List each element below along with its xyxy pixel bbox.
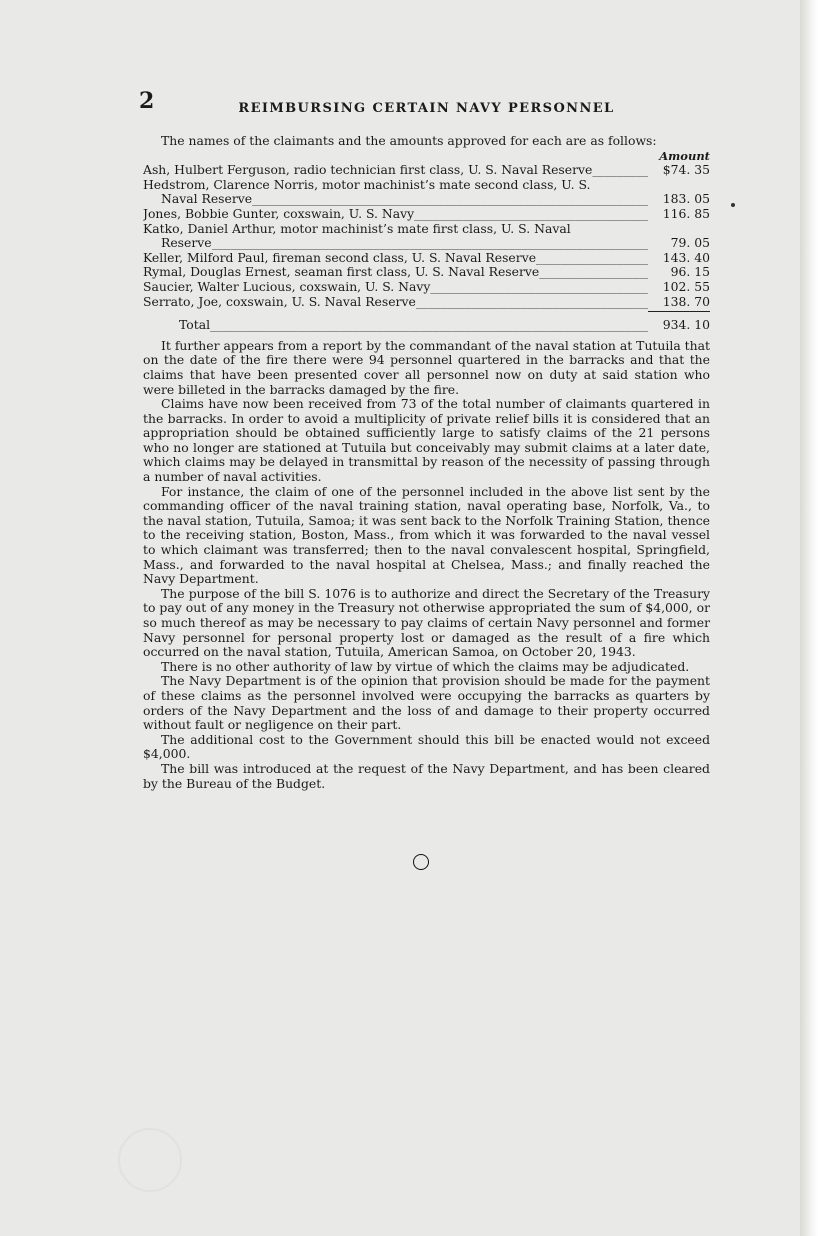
amount-column-header: Amount — [659, 148, 710, 163]
total-row — [143, 318, 710, 333]
claimant-name-cont: Naval Reserve — [161, 192, 253, 207]
claim-amount: 183. 05 — [662, 191, 710, 207]
page-number: 2 — [139, 88, 155, 114]
claim-row-continuation — [143, 236, 710, 251]
paper-edge — [800, 0, 818, 1236]
claim-amount: 79. 05 — [670, 235, 710, 251]
claim-row — [143, 163, 710, 178]
claim-row — [143, 280, 710, 295]
claimant-name: Saucier, Walter Lucious, coxswain, U. S. Navy — [143, 279, 431, 294]
body-paragraph: There is no other authority of law by virtue of which the claims may be adjudicated. — [161, 658, 690, 674]
claim-amount: 138. 70 — [662, 293, 710, 309]
claim-amount: $74. 35 — [662, 162, 710, 178]
total-rule-row — [143, 309, 710, 318]
ink-dot — [731, 203, 735, 207]
body-paragraph: The additional cost to the Government should this bill be enacted would not exceed $4,000. — [143, 731, 710, 762]
document-page — [139, 88, 710, 791]
running-head — [139, 88, 710, 120]
claimant-name: Ash, Hulbert Ferguson, radio technician first class, U. S. Naval Reserve — [143, 163, 593, 178]
total-label: Total — [179, 318, 211, 333]
claim-amount: 96. 15 — [670, 264, 710, 280]
claims-table — [143, 163, 710, 333]
claim-row — [143, 295, 710, 310]
body-paragraph: Claims have now been received from 73 of the total number of claimants quartered in the barracks. In order to avoid a multiplicity of private relief bills it is considered that an appropriation should be obtained sufficiently large to satisfy claims of the 21 persons who no longer are stationed at Tutuila but conceivably may submit claims at a later date, which claims may be delayed in transmittal by reason of the necessity of passing through a number of naval activities. — [143, 396, 710, 485]
claim-amount: 102. 55 — [662, 278, 710, 294]
claim-row — [143, 178, 710, 193]
claimant-name: Serrato, Joe, coxswain, U. S. Naval Reserve — [143, 294, 416, 309]
total-amount: 934. 10 — [662, 317, 710, 333]
running-title: REIMBURSING CERTAIN NAVY PERSONNEL — [238, 101, 615, 116]
body-paragraph: The bill was introduced at the request of the Navy Department, and has been cleared by the Bureau of the Budget. — [143, 760, 710, 791]
intro-paragraph: The names of the claimants and the amounts approved for each are as follows: — [161, 133, 657, 148]
end-of-document-circle-icon — [413, 854, 429, 870]
body-paragraph: For instance, the claim of one of the personnel included in the above list sent by the commanding officer of the naval training station, naval operating base, Norfolk, Va., to the naval station, Tutuila, Samoa; it was sent back to the Norfolk Training Station, thence to the receiving station, Boston, Mass., from which it was forwarded to the naval vessel to which claimant was transferred; then to the naval convalescent hospital, Springfield, Mass., and forwarded to the naval hospital at Chelsea, Mass.; and finally reached the Navy Department. — [143, 483, 710, 587]
claimant-name: Rymal, Douglas Ernest, seaman first class, U. S. Naval Reserve — [143, 265, 540, 280]
body-paragraph: The Navy Department is of the opinion that provision should be made for the payment of these claims as the personnel involved were occupying the barracks as quarters by orders of the Navy Department and the loss of and damage to their property occurred without fault or negligence on their part. — [143, 673, 710, 733]
claimant-name-cont: Reserve — [161, 236, 212, 251]
claim-row — [143, 251, 710, 266]
claim-amount: 143. 40 — [662, 249, 710, 265]
claimant-name: Jones, Bobbie Gunter, coxswain, U. S. Navy — [143, 206, 415, 221]
claim-row — [143, 207, 710, 222]
faded-stamp-seal — [118, 1128, 182, 1192]
body-paragraph: The purpose of the bill S. 1076 is to authorize and direct the Secretary of the Treasury to pay out of any money in the Treasury not otherwise appropriated the sum of $4,000, or so much thereof as may be necessary to pay claims of certain Navy personnel and former Navy personnel for personal property lost or damaged as the result of a fire which occurred on the naval station, Tutuila, American Samoa, on October 20, 1943. — [143, 585, 710, 660]
body-paragraph: It further appears from a report by the commandant of the naval station at Tutuila that on the date of the fire there were 94 personnel quartered in the barracks and that the claims that have been presented cover all personnel now on duty at said station who were billeted in the barracks damaged by the fire. — [143, 337, 710, 397]
claimant-name: Hedstrom, Clarence Norris, motor machinist’s mate second class, U. S. — [143, 176, 591, 192]
claimant-name: Keller, Milford Paul, fireman second class, U. S. Naval Reserve — [143, 250, 537, 265]
claim-amount: 116. 85 — [662, 205, 710, 221]
claim-row-continuation — [143, 192, 710, 207]
claim-row — [143, 265, 710, 280]
claimant-name: Katko, Daniel Arthur, motor machinist’s mate first class, U. S. Naval — [143, 220, 571, 236]
total-rule — [648, 311, 710, 312]
claim-row — [143, 222, 710, 237]
